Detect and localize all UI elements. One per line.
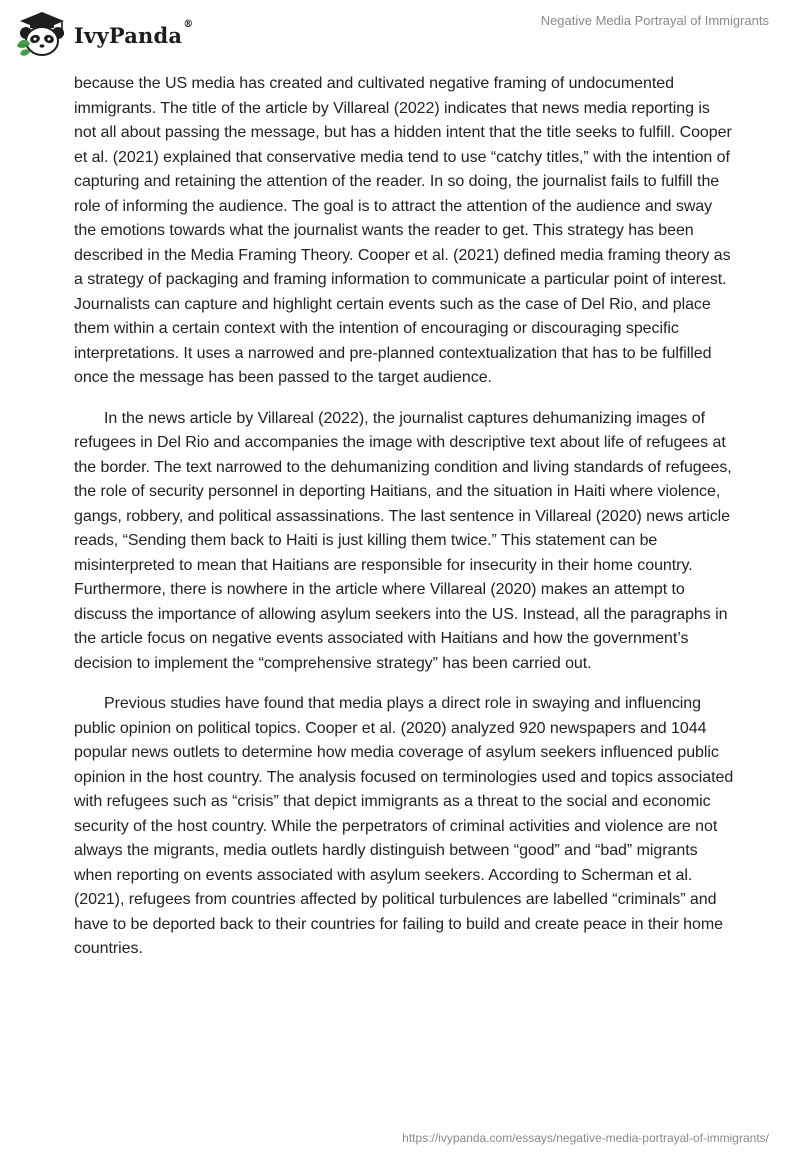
document-title: Negative Media Portrayal of Immigrants <box>540 13 769 28</box>
paragraph: In the news article by Villareal (2022), the journalist captures dehumanizing images of refugees in Del Rio and accompanies the image with descriptive text about life of refugees at the border. The text narrowed to the dehumanizing condition and living standards of refugees, the role of security personnel in deporting Haitians, and the situation in Haiti where violence, gangs, robbery, and political assassinations. The last sentence in Villareal (2020) news article reads, “Sending them back to Haiti is just killing them twice.” This statement can be misinterpreted to mean that Haitians are responsible for insecurity in their home country. Furthermore, there is nowhere in the article where Villareal (2020) makes an attempt to discuss the importance of allowing asylum seekers into the US. Instead, all the paragraphs in the article focus on negative events associated with Haitians and how the government’s decision to implement the “comprehensive strategy” has been carried out. <box>74 409 732 672</box>
source-url[interactable]: https://ivypanda.com/essays/negative-media-portrayal-of-immigrants/ <box>402 1131 769 1145</box>
registered-mark: ® <box>183 18 194 30</box>
panda-graduate-icon <box>14 8 70 60</box>
ivypanda-logo[interactable] <box>14 8 193 60</box>
logo-wordmark <box>74 18 194 48</box>
paragraph: Previous studies have found that media plays a direct role in swaying and influencing public opinion on political topics. Cooper et al. (2020) analyzed 920 newspapers and 1044 popular news outlets to determine how media coverage of asylum seekers influenced public opinion in the host country. The analysis focused on terminologies used and topics associated with refugees such as “crisis” that depict immigrants as a threat to the social and economic security of the host country. While the perpetrators of criminal activities and violence are not always the migrants, media outlets hardly distinguish between “good” and “bad” migrants when reporting on events associated with asylum seekers. According to Scherman et al. (2021), refugees from countries affected by political turbulences are labelled “criminals” and have to be deported back to their countries for failing to build and create peace in their home countries. <box>74 695 734 957</box>
logo-text: IvyPanda <box>74 22 183 48</box>
page-header <box>0 0 800 70</box>
essay-body <box>74 72 734 978</box>
paragraph: because the US media has created and cultivated negative framing of undocumented immigrants. The title of the article by Villareal (2022) indicates that news media reporting is not all about passing the message, but has a hidden intent that the title seeks to fulfill. Cooper et al. (2021) explained that conservative media tend to use “catchy titles,” with the intention of capturing and retaining the attention of the reader. In so doing, the journalist fails to fulfill the role of informing the audience. The goal is to attract the attention of the audience and sway the emotions towards what the journalist wants the reader to get. This strategy has been described in the Media Framing Theory. Cooper et al. (2021) defined media framing theory as a strategy of packaging and framing information to communicate a particular point of interest. Journalists can capture and highlight certain events such as the case of Del Rio, and place them within a certain context with the intention of encouraging or discouraging specific interpretations. It uses a narrowed and pre-planned contextualization that has to be fulfilled once the message has been passed to the target audience. <box>74 75 732 386</box>
